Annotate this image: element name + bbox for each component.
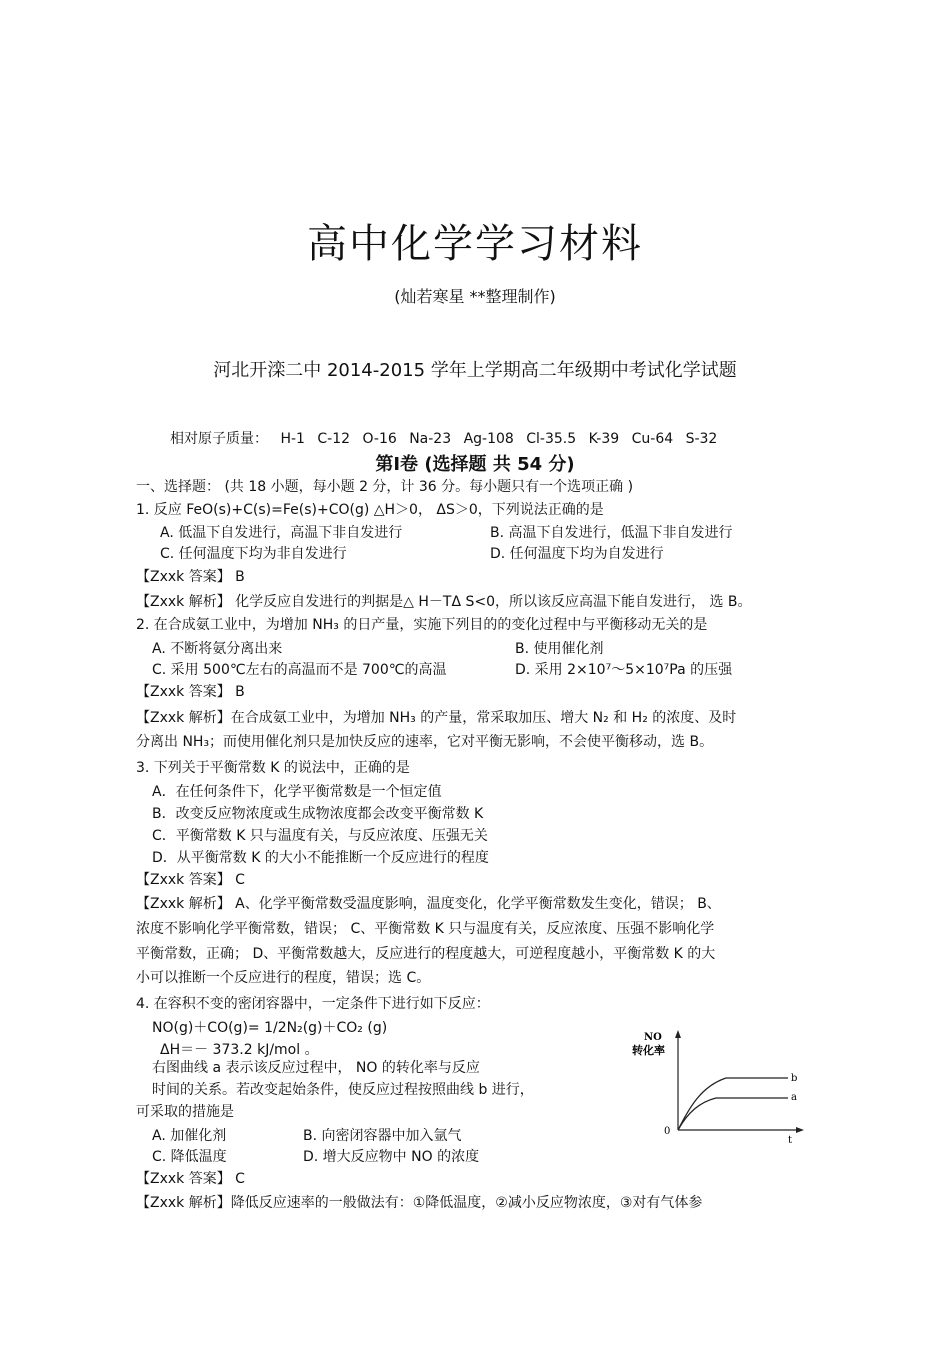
q3-analysis-line3: 平衡常数，正确； D、平衡常数越大，反应进行的程度越大，可逆程度越小，平衡常数 K 的大 [136, 946, 716, 962]
q1-answer: 【Zxxk 答案】 B [136, 569, 245, 585]
q3-analysis-line4: 小可以推断一个反应进行的程度，错误；选 C。 [136, 970, 431, 986]
figure-xlabel: t [788, 1135, 793, 1144]
q2-option-c: C. 采用 500℃左右的高温而不是 700℃的高温 [152, 662, 447, 678]
figure-y-arrow [675, 1030, 681, 1038]
q3-analysis-line2: 浓度不影响化学平衡常数，错误； C、平衡常数 K 只与温度有关，反应浓度、压强不影响化学 [136, 921, 715, 937]
no-conversion-figure [630, 1026, 806, 1144]
figure-x-arrow [796, 1127, 804, 1133]
q3-stem: 3. 下列关于平衡常数 K 的说法中，正确的是 [136, 760, 410, 776]
q4-equation: NO(g)＋CO(g)= 1/2N₂(g)＋CO₂ (g) [152, 1020, 388, 1036]
q4-option-c: C. 降低温度 [152, 1149, 227, 1165]
curve-b [678, 1078, 788, 1130]
q2-stem: 2. 在合成氨工业中，为增加 NH₃ 的日产量，实施下列目的的变化过程中与平衡移动无关的是 [136, 617, 708, 633]
part-title: 第Ⅰ卷 (选择题 共 54 分) [375, 454, 575, 475]
q4-analysis: 【Zxxk 解析】降低反应速率的一般做法有：①降低温度，②减小反应物浓度，③对有气体参 [136, 1195, 703, 1211]
q4-option-a: A. 加催化剂 [152, 1128, 227, 1144]
figure-ylabel-no: NO [644, 1032, 662, 1043]
q1-option-a: A. 低温下自发进行，高温下非自发进行 [160, 525, 403, 541]
q3-option-c: C．平衡常数 K 只与温度有关，与反应浓度、压强无关 [152, 828, 488, 844]
q2-analysis-line1: 【Zxxk 解析】在合成氨工业中，为增加 NH₃ 的产量，常采取加压、增大 N₂ 和 H₂ 的浓度、及时 [136, 710, 737, 726]
q1-option-c: C. 任何温度下均为非自发进行 [160, 546, 347, 562]
document-subtitle: (灿若寒星 **整理制作) [394, 287, 556, 306]
q3-option-d: D．从平衡常数 K 的大小不能推断一个反应进行的程度 [152, 850, 489, 866]
q1-option-b: B. 高温下自发进行，低温下非自发进行 [490, 525, 733, 541]
q2-option-a: A. 不断将氨分离出来 [152, 641, 283, 657]
q4-enthalpy: ΔH＝－ 373.2 kJ/mol 。 [160, 1042, 319, 1058]
q4-stem: 4. 在容积不变的密闭容器中，一定条件下进行如下反应： [136, 996, 490, 1012]
q3-analysis-line1: 【Zxxk 解析】 A、化学平衡常数受温度影响，温度变化，化学平衡常数发生变化，错误； B、 [136, 896, 721, 912]
q3-option-b: B．改变反应物浓度或生成物浓度都会改变平衡常数 K [152, 806, 484, 822]
figure-origin: 0 [664, 1126, 671, 1137]
atomic-masses: 相对原子质量： H-1 C-12 O-16 Na-23 Ag-108 Cl-35.5 K-39 Cu-64 S-32 [170, 431, 718, 447]
exam-title: 河北开滦二中 2014-2015 学年上学期高二年级期中考试化学试题 [213, 360, 737, 381]
q2-option-d: D. 采用 2×10⁷～5×10⁷Pa 的压强 [515, 662, 733, 678]
curve-a-label: a [791, 1092, 797, 1103]
section-heading: 一、选择题： (共 18 小题，每小题 2 分，计 36 分。每小题只有一个选项正确 ) [136, 479, 634, 495]
q4-desc-line3: 可采取的措施是 [136, 1104, 234, 1120]
q4-answer: 【Zxxk 答案】 C [136, 1171, 245, 1187]
q1-option-d: D. 任何温度下均为自发进行 [490, 546, 664, 562]
q4-option-d: D. 增大反应物中 NO 的浓度 [303, 1149, 480, 1165]
document-title: 高中化学学习材料 [307, 221, 643, 267]
q3-answer: 【Zxxk 答案】 C [136, 872, 245, 888]
q1-analysis: 【Zxxk 解析】 化学反应自发进行的判据是△ H－TΔ S<0，所以该反应高温下能自发进行， 选 B。 [136, 594, 752, 610]
q4-desc-line2: 时间的关系。若改变起始条件，使反应过程按照曲线 b 进行， [152, 1082, 534, 1098]
q1-stem: 1. 反应 FeO(s)+C(s)=Fe(s)+CO(g) △H＞0， ΔS＞0，下列说法正确的是 [136, 502, 604, 518]
q3-option-a: A．在任何条件下，化学平衡常数是一个恒定值 [152, 784, 442, 800]
curve-b-label: b [791, 1073, 798, 1084]
q4-option-b: B. 向密闭容器中加入氩气 [303, 1128, 462, 1144]
q4-desc-line1: 右图曲线 a 表示该反应过程中， NO 的转化率与反应 [152, 1060, 480, 1076]
q2-analysis-line2: 分离出 NH₃；而使用催化剂只是加快反应的速率，它对平衡无影响，不会使平衡移动，选 B。 [136, 734, 714, 750]
q2-answer: 【Zxxk 答案】 B [136, 684, 245, 700]
figure-ylabel-rate: 转化率 [632, 1044, 665, 1057]
q2-option-b: B. 使用催化剂 [515, 641, 604, 657]
